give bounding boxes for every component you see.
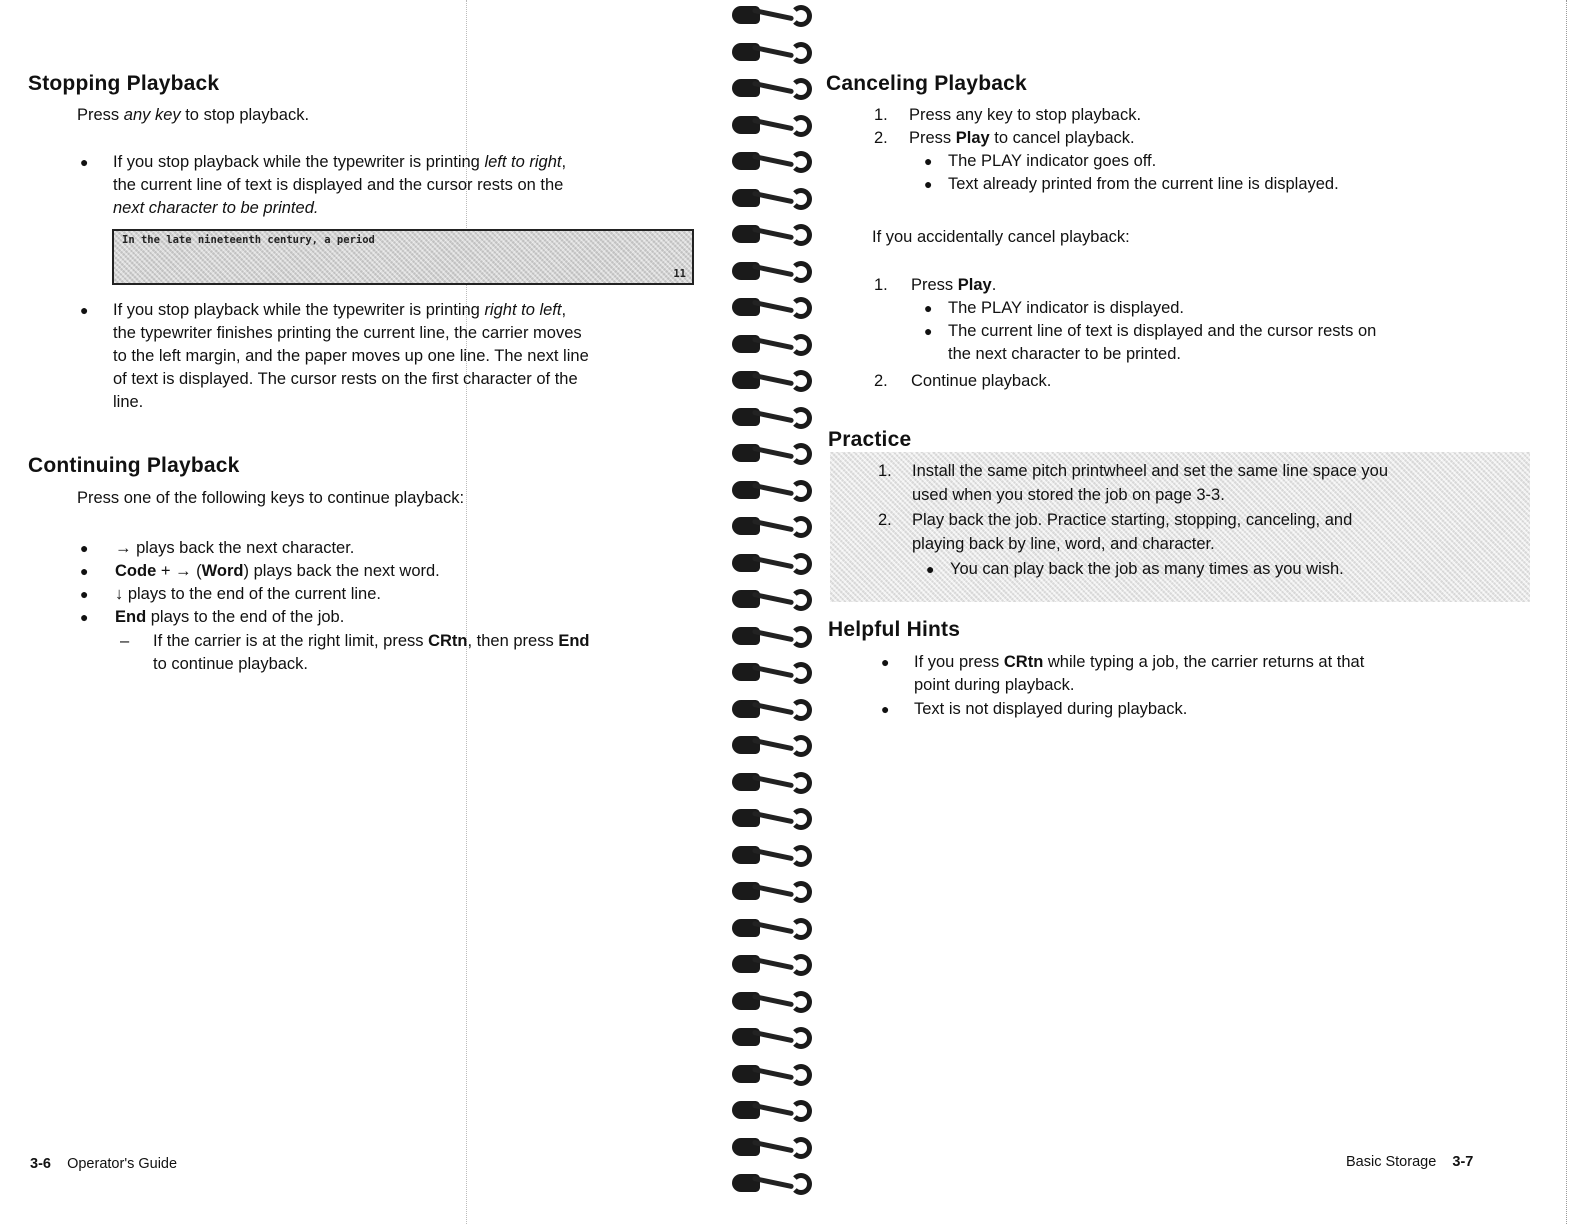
bullet-icon: ● [80,586,89,602]
spiral-coil [730,913,810,943]
continuing-item2-end: ) plays back the next word. [243,562,440,580]
canceling-step2-number: 2. [874,129,888,147]
spiral-coil [730,146,810,176]
canceling-playback-heading: Canceling Playback [826,72,1027,95]
continuing-item1: → plays back the next character. [115,539,355,557]
hint1-line2: point during playback. [914,676,1075,694]
canceling-step2-bullet1: The PLAY indicator goes off. [948,152,1157,170]
stopping-bullet1-line2: the current line of text is displayed and the cursor rests on the [113,176,564,194]
step2-text: Press [909,129,956,147]
practice-step2-line2: playing back by line, word, and character. [912,535,1215,553]
spiral-coil [730,548,810,578]
spiral-coil [730,329,810,359]
step2-text-end: to cancel playback. [989,129,1135,147]
crtn-key-label: CRtn [1003,653,1044,671]
spiral-coil [730,219,810,249]
bullet-icon: ● [881,701,890,717]
continuing-item4 [115,606,344,629]
canceling-step2-bullet2: Text already printed from the current line is displayed. [948,175,1339,193]
bullet-icon: ● [924,153,933,169]
end-key-label: End [558,632,590,650]
bullet-icon: ● [80,563,89,579]
spiral-coil [730,1095,810,1125]
recover-step1 [911,274,996,297]
recover-step1-bullet2-line2: the next character to be printed. [948,345,1181,363]
continuing-subitem-line2: to continue playback. [153,655,309,673]
bullet-icon: ● [924,323,933,339]
spiral-coil [730,986,810,1016]
stopping-bullet1-line1 [113,151,566,174]
spiral-coil [730,256,810,286]
display-count: 11 [673,268,686,280]
spiral-coil [730,730,810,760]
display-text: In the late nineteenth century, a period [122,234,375,246]
stopping-bullet2-line4: of text is displayed. The cursor rests on the first character of the [113,370,578,388]
dash-icon: – [120,632,130,650]
hint1-line1 [914,651,1364,674]
spiral-coil [730,365,810,395]
stopping-b2-punct: , [561,301,567,319]
spiral-coil [730,949,810,979]
continuing-item3: ↓ plays to the end of the current line. [115,585,381,603]
stopping-b2-emphasis: right to left [484,301,562,319]
code-key-label: Code [115,562,157,580]
left-footer-title: Operator's Guide [67,1156,178,1172]
spiral-coil [730,1022,810,1052]
right-page [826,0,1584,1224]
bullet-icon: ● [80,609,89,625]
bullet-icon: ● [926,561,935,577]
left-footer [30,1156,177,1172]
spiral-binding [724,0,820,1224]
bullet-icon: ● [80,540,89,556]
stopping-b2-text: If you stop playback while the typewriter is printing [113,301,485,319]
continuing-item2 [115,560,440,583]
continuing-item2-mid: + → ( [156,562,202,580]
right-footer-title: Basic Storage [1346,1154,1437,1170]
recover-step1-bullet1: The PLAY indicator is displayed. [948,299,1185,317]
typewriter-display-box [112,229,694,285]
continuing-item4-text: plays to the end of the job. [146,608,345,626]
left-page-number: 3-6 [30,1156,51,1172]
bullet-icon: ● [80,154,89,170]
stopping-bullet2-line2: the typewriter finishes printing the current line, the carrier moves [113,324,582,342]
spiral-coil [730,183,810,213]
spiral-coil [730,73,810,103]
spiral-coil [730,0,810,30]
canceling-step1: Press any key to stop playback. [909,106,1142,124]
spiral-coil [730,767,810,797]
spiral-coil [730,840,810,870]
hint1-text: If you press [914,653,1004,671]
continuing-subitem-line1 [153,630,589,653]
hint2: Text is not displayed during playback. [914,700,1188,718]
bullet-icon: ● [924,300,933,316]
hint1-text-end: while typing a job, the carrier returns at that [1043,653,1365,671]
helpful-hints-heading: Helpful Hints [828,618,961,641]
practice-step2-bullet: You can play back the job as many times as you wish. [950,560,1344,578]
stopping-playback-heading: Stopping Playback [28,72,220,95]
practice-step1-number: 1. [878,462,892,480]
spiral-coil [730,876,810,906]
recover-step1-number: 1. [874,276,888,294]
practice-step1-line1: Install the same pitch printwheel and set the same line space you [912,462,1389,480]
stopping-b1-emphasis: left to right [484,153,562,171]
spiral-coil [730,694,810,724]
spiral-coil [730,110,810,140]
spiral-coil [730,584,810,614]
recover-step1-text: Press [911,276,958,294]
word-key-label: Word [201,562,244,580]
spiral-coil [730,438,810,468]
right-footer [1346,1154,1473,1170]
bullet-icon: ● [924,176,933,192]
recover-step2: Continue playback. [911,372,1052,390]
subitem-text: If the carrier is at the right limit, press [153,632,429,650]
stopping-intro [77,104,309,127]
canceling-step2 [909,127,1135,150]
spiral-coil [730,1132,810,1162]
stopping-intro-text: Press [77,106,124,124]
stopping-bullet1-line3: next character to be printed. [113,199,319,217]
stopping-bullet2-line1 [113,299,566,322]
spiral-coil [730,292,810,322]
play-key-label: Play [957,276,992,294]
stopping-intro-emphasis: any key [123,106,181,124]
spiral-coil [730,37,810,67]
spiral-coil [730,803,810,833]
stopping-b1-text: If you stop playback while the typewriter is printing [113,153,485,171]
play-key-label: Play [955,129,990,147]
practice-step1-line2: used when you stored the job on page 3-3. [912,486,1225,504]
continuing-intro: Press one of the following keys to continue playback: [77,489,465,507]
spiral-coil [730,402,810,432]
stopping-bullet2-line3: to the left margin, and the paper moves up one line. The next line [113,347,589,365]
stopping-bullet2-line5: line. [113,393,144,411]
spiral-coil [730,511,810,541]
recover-step1-bullet2-line1: The current line of text is displayed and the cursor rests on [948,322,1377,340]
left-page [0,0,720,1224]
continuing-playback-heading: Continuing Playback [28,454,240,477]
practice-step2-line1: Play back the job. Practice starting, stopping, canceling, and [912,511,1353,529]
spiral-coil [730,657,810,687]
stopping-b1-punct: , [561,153,567,171]
crtn-key-label: CRtn [428,632,468,650]
bullet-icon: ● [881,654,890,670]
practice-step2-number: 2. [878,511,892,529]
subitem-mid: , then press [467,632,559,650]
spiral-coil [730,1168,810,1198]
end-key-label: End [115,608,147,626]
right-page-number: 3-7 [1452,1154,1474,1170]
stopping-intro-text-end: to stop playback. [180,106,310,124]
spiral-coil [730,621,810,651]
accidental-cancel-intro: If you accidentally cancel playback: [872,228,1130,246]
canceling-step1-number: 1. [874,106,888,124]
practice-heading: Practice [828,428,912,451]
recover-step2-number: 2. [874,372,888,390]
recover-step1-punct: . [991,276,997,294]
spiral-coil [730,475,810,505]
bullet-icon: ● [80,302,89,318]
spiral-coil [730,1059,810,1089]
